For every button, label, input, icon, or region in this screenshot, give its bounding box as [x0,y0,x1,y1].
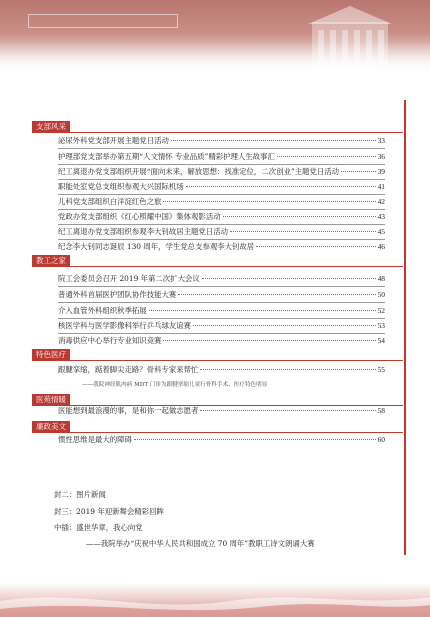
toc-item-title: 普通外科首届医护团队协作技能大赛 [58,290,177,299]
toc-item-page: 36 [377,152,385,161]
section-title-warmth: 医苑情暖 [32,394,70,405]
section-rule [32,432,403,433]
toc-item-title: 核医学科与医学影像科举行乒乓球友谊赛 [58,321,192,330]
toc-item[interactable] [58,305,385,317]
toc-item-page: 53 [377,321,385,330]
toc-item[interactable] [58,405,385,417]
toc-item[interactable] [58,151,385,163]
toc-item[interactable] [58,364,385,376]
section-title-integrity: 廉政美文 [32,421,70,432]
toc-item-page: 45 [377,227,385,236]
section-title-branch: 支部风采 [32,121,70,132]
toc-item[interactable] [58,434,385,446]
toc-item-title: 纪念李大钊同志诞辰 130 周年，学生党总支参观李大钊故居 [58,242,255,251]
toc-item-page: 42 [377,197,385,206]
toc-item[interactable] [58,273,385,285]
toc-item-title: 消毒供应中心举行专业知识竞赛 [58,336,162,345]
toc-item-title: 介入血管外科组织秋季拓展 [58,306,147,315]
section-title-special-medical: 特色医疗 [32,349,70,360]
toc-item[interactable] [58,335,385,347]
toc-item-page: 52 [377,306,385,315]
header-banner [0,0,430,72]
toc-item[interactable] [58,166,385,178]
footer-decoration [0,583,430,617]
wave-decoration [0,583,430,617]
toc-item-page: 60 [377,435,385,444]
toc-item[interactable] [58,135,385,147]
toc-item-title: 惯性思维是最大的障碍 [58,435,132,444]
toc-item-title: 院工会委员会召开 2019 年第二次扩大会议 [58,274,200,283]
toc-item[interactable] [58,289,385,301]
right-border-line [404,100,406,555]
cover-note-inside-back: 封三：2019 年迎新舞会精彩回眸 [54,507,164,516]
toc-item-page: 46 [377,242,385,251]
toc-item[interactable] [58,211,385,223]
section-rule [32,360,403,361]
cover-note-insert: 中插：盛世华章，我心向党 [54,523,143,532]
toc-item-page: 48 [377,274,385,283]
cover-note-insert-subtitle: ——我院举办“庆祝中华人民共和国成立 70 周年”教职工诗文朗诵大赛 [86,539,315,548]
toc-item[interactable] [58,196,385,208]
hospital-logo-banner [28,14,178,28]
toc-item[interactable] [58,181,385,193]
toc-item-title: 职能处室党总支组织参观大兴国际机场 [58,182,184,191]
section-title-staff-home: 教工之家 [32,255,70,266]
toc-item[interactable] [58,241,385,253]
toc-item[interactable] [58,226,385,238]
toc-item-title: 泌尿外科党支部开展主题党日活动 [58,136,169,145]
toc-item-title: 党政办党支部组织《红心照耀中国》集体观影活动 [58,212,221,221]
toc-item-title: 医能想到最浪漫的事，是和你一起做志愿者 [58,406,199,415]
toc-item-subtitle: ——我院神经肌肉病 MDT 门诊为跟腱挛缩儿童行骨科手术、医疗特色明显 [82,382,268,388]
toc-item-page: 55 [377,365,385,374]
toc-item-page: 54 [377,336,385,345]
cover-note-inside-front: 封二：图片新闻 [54,490,106,499]
toc-item-title: 纪工离退办党支部组织开展“面向未来，解放思想：找准定位，二次创业”主题党日活动 [58,167,340,176]
toc-item-title: 纪工离退办党支部组织参观李大钊故居主题党日活动 [58,227,228,236]
section-rule [32,132,403,133]
toc-item-page: 43 [377,212,385,221]
toc-item-page: 50 [377,290,385,299]
toc-item-page: 41 [377,182,385,191]
toc-item-title: 跟腱挛缩，踮着脚尖走路？骨科专家来帮忙 [58,365,199,374]
toc-item-page: 33 [377,136,385,145]
toc-item-page: 39 [377,167,385,176]
toc-item[interactable] [58,320,385,332]
section-rule [32,266,403,267]
toc-item-title: 儿科党支部组织白洋淀红色之旅 [58,197,162,206]
toc-item-page: 58 [377,406,385,415]
toc-item-title: 护理部党支部举办第五期“人文情怀 专业品质”精彩护理人生故事汇 [58,152,275,161]
